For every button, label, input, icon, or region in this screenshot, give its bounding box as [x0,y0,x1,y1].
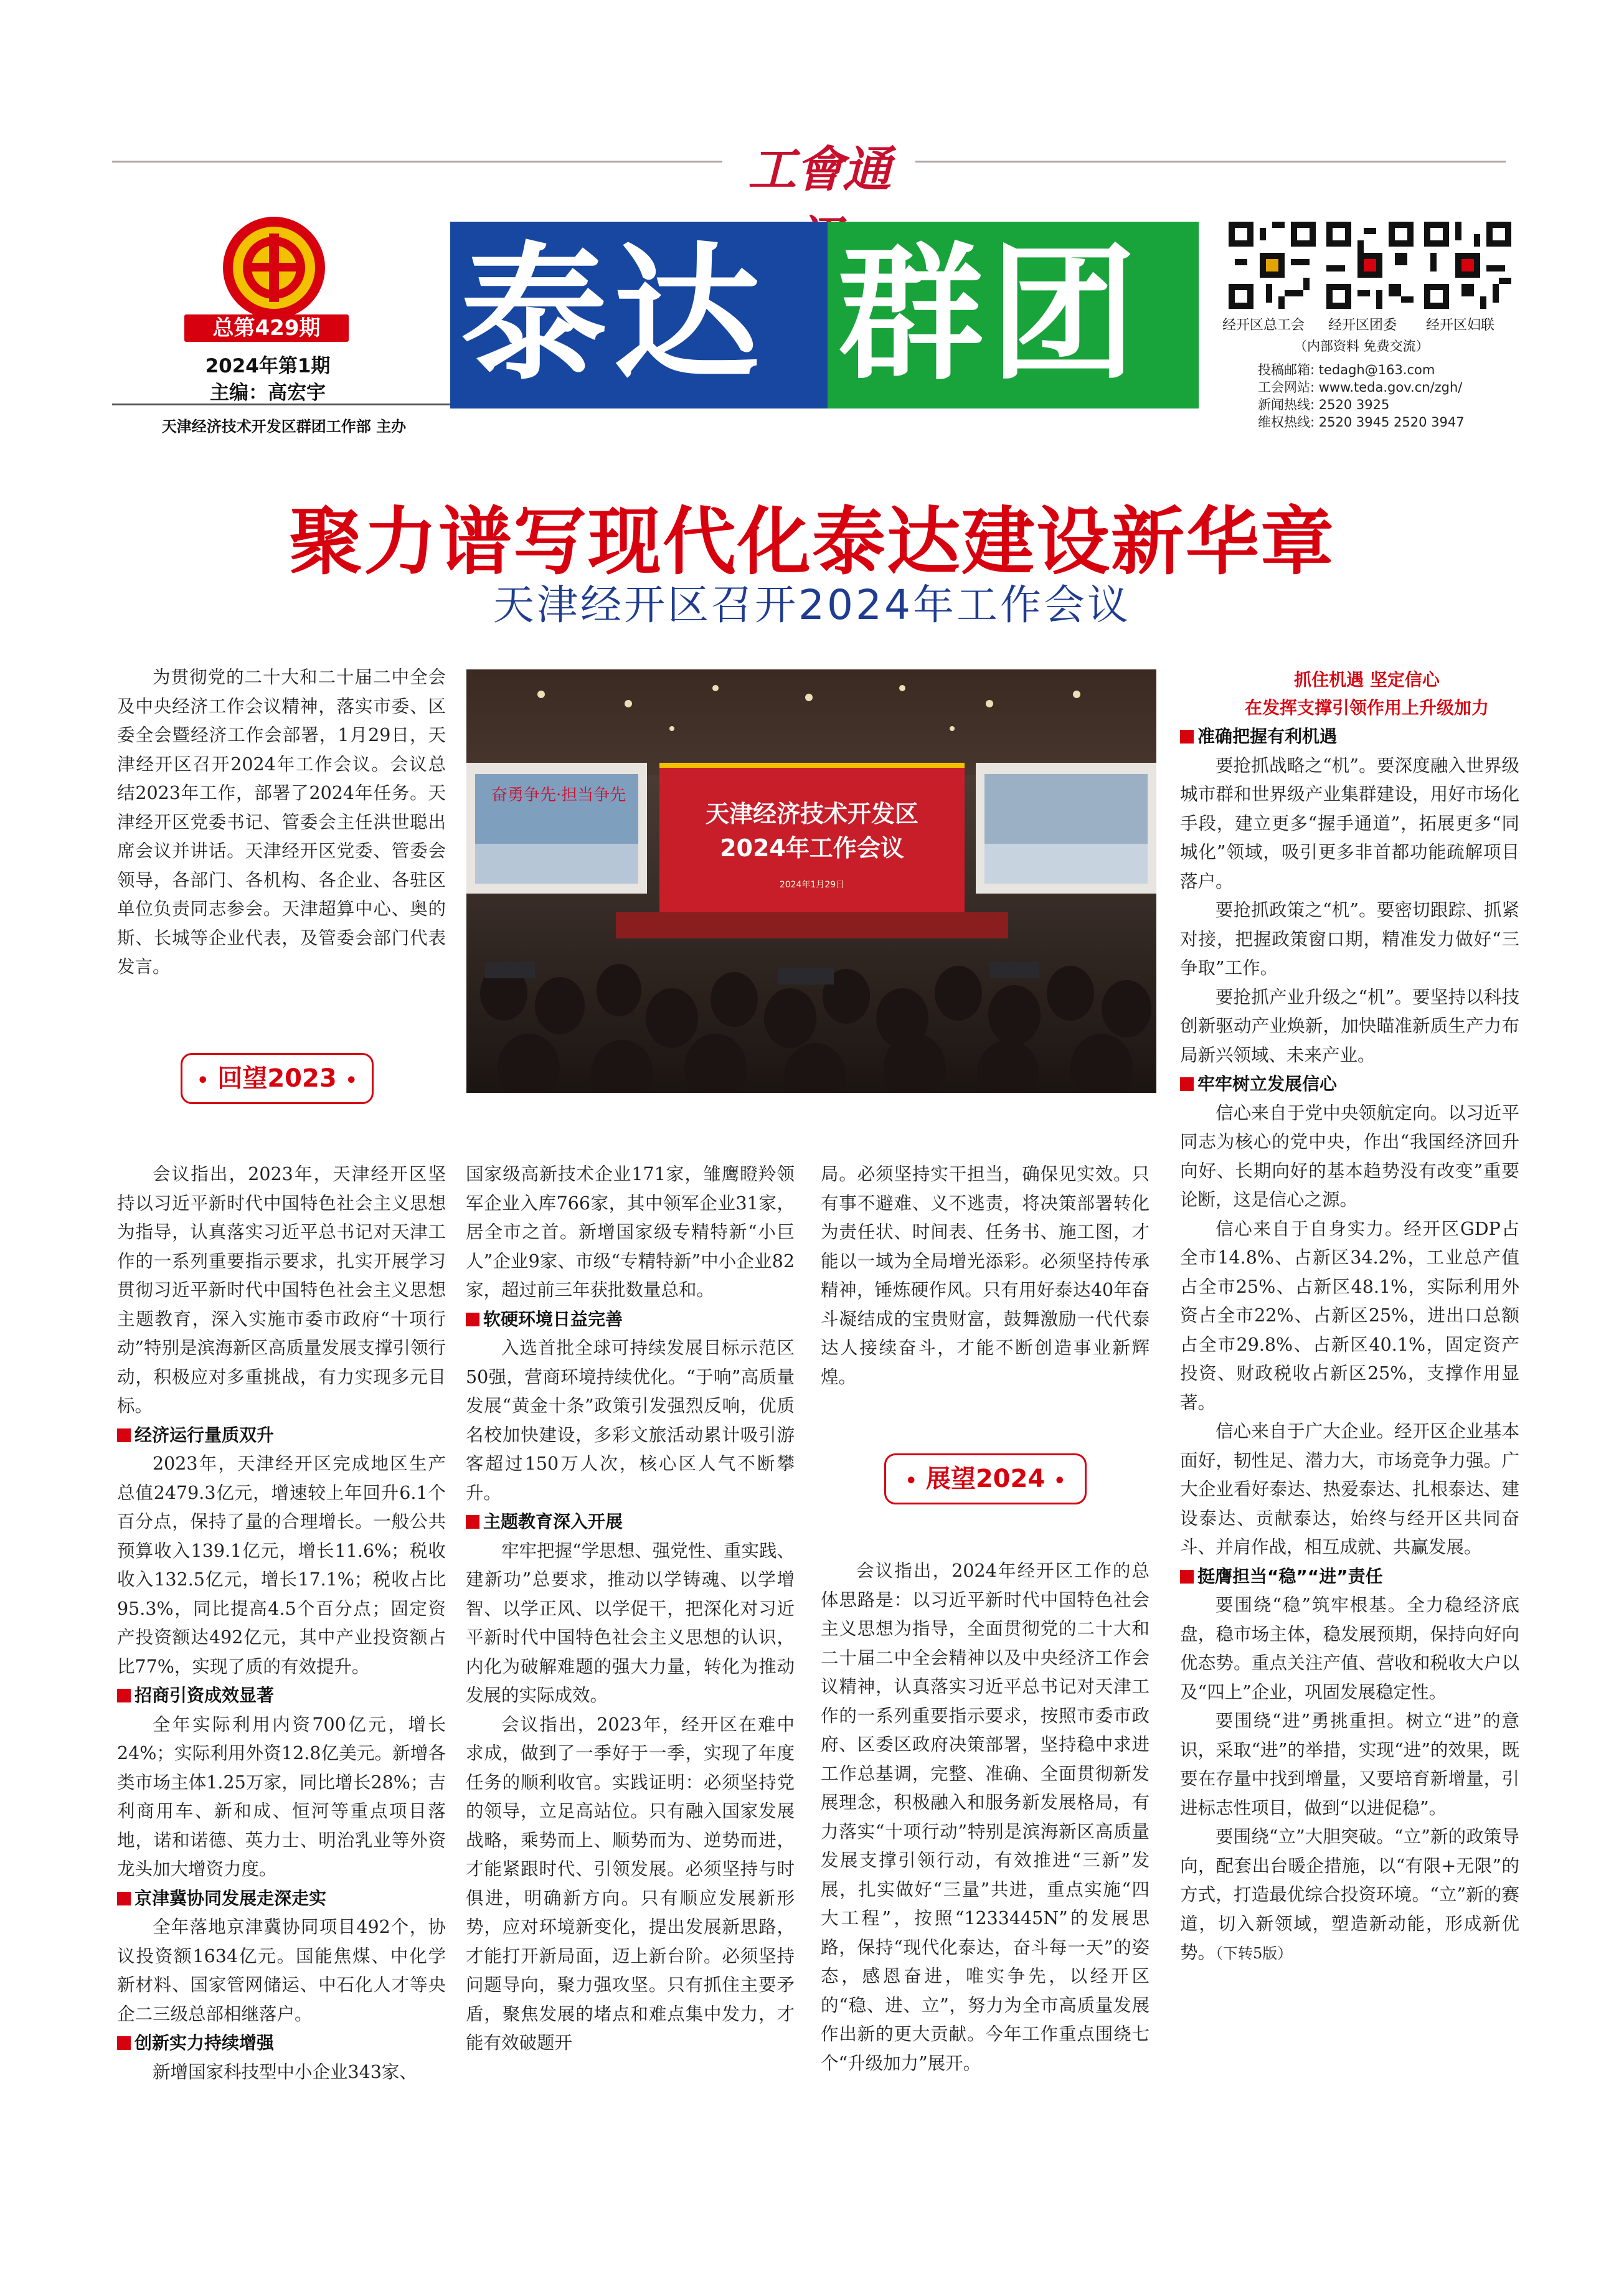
col4-paragraph: 要围绕“进”勇挑重担。树立“进”的意识，采取“进”的举措，实现“进”的效果，既要在存量中找到增量，又要培育新增量，引进标志性项目，做到“以进促稳”。 [1180,1711,1519,1818]
col1-section-heading [117,2029,446,2058]
continued-note: （下转5版） [1216,1945,1293,1962]
headline: 聚力谱写现代化泰达建设新华章 [288,499,1335,585]
col2-heading-text: 主题教育深入开展 [483,1511,623,1532]
union-logo-icon [221,215,327,321]
col4-paragraph-text: 要围绕“立”大胆突破。“立”新的政策导向，配套出台暖企措施，以“有限+无限”的方式，打造最优综合投资环境。“立”新的赛道，切入新领域，塑造新动能，形成新优势。 [1180,1826,1519,1963]
col3-paragraph: 局。必须坚持实干担当，确保见实效。只有事不避难、义不逃责，将决策部署转化为责任状、时间表、任务书、施工图，才能以一域为全局增光添彩。必须坚持传承精神，锤炼硬作风。只有用好泰达40年奋斗凝结成的宝贵财富，鼓舞激励一代代泰达人接续奋斗，才能不断创造事业新辉煌。 [821,1164,1150,1387]
col1-heading-text: 京津冀协同发展走深走实 [135,1887,327,1909]
editor: 主编：高宏宇 [210,382,326,404]
red-square-icon [117,1689,131,1702]
contact-rights-hotline: 维权热线: 2520 3945 2520 3947 [1258,415,1465,430]
col2-paragraph: 会议指出，2023年，经开区在难中求成，做到了一季好于一季，实现了年度任务的顺利收官。实践证明：必须坚持党的领导，立足高站位。只有融入国家发展战略，乘势而上、顺势而为、逆势而进，才能紧跟时代、引领发展。必须坚持与时俱进，明确新方向。只有顺应发展新形势，应对环境新变化，提出发展新思路，才能打开新局面，迈上新台阶。必须坚持问题导向，聚力强攻坚。只有抓住主要矛盾，聚焦发展的堵点和难点集中发力，才能有效破题开 [466,1714,795,2053]
masthead-part1: 泰达 [461,230,766,400]
col2-heading-text: 软硬环境日益完善 [483,1308,623,1329]
col1-paragraph: 2023年，天津经开区完成地区生产总值2479.3亿元，增速较上年回升6.1个百分点，保持了量的合理增长。一般公共预算收入139.1亿元，增长11.6%；税收收入132.5亿元，增长17.1%；税收占比95.3%，同比提高4.5个百分点；固定资产投资额达492亿元，其中产业投资额占比77%，实现了质的有效提升。 [117,1453,446,1677]
col4-title-2: 在发挥支撑引领作用上升级加力 [1244,697,1489,718]
col1-section-heading [117,1884,446,1914]
photo-side-slogan: 奋勇争先·担当争先 [491,786,626,805]
col4-paragraph: 要抢抓产业升级之“机”。要坚持以科技创新驱动产业焕新，加快瞄准新质生产力布局新兴领域、未来产业。 [1180,986,1519,1065]
intro-paragraph: 为贯彻党的二十大和二十届二中全会及中央经济工作会议精神，落实市委、区委全会暨经济工作会部署，1月29日，天津经开区召开2024年工作会议。会议总结2023年工作，部署了2024年任务。天津经开区党委书记、管委会主任洪世聪出席会议并讲话。天津经开区党委、管委会领导，各部门、各机构、各企业、各驻区单位负责同志参会。天津超算中心、奥的斯、长城等企业代表，及管委会部门代表发言。 [117,667,446,977]
red-square-icon [117,1428,131,1442]
photo-stage-title-1: 天津经济技术开发区 [705,800,919,828]
contact-email: 投稿邮箱: tedagh@163.com [1258,362,1435,377]
col4-paragraph: 要围绕“稳”筑牢根基。全力稳经济底盘，稳市场主体，稳发展预期，保持向好向优态势。重点关注产值、营收和税收大户以及“四上”企业，巩固发展稳定性。 [1180,1595,1519,1702]
issue-year: 2024年第1期 [205,355,331,377]
intro-block [117,663,446,982]
red-square-icon [117,2036,131,2050]
column-2 [466,1160,795,2058]
red-square-icon [1180,1077,1194,1091]
subheadline: 天津经开区召开2024年工作会议 [493,581,1131,629]
col4-section-heading [1180,722,1519,752]
banner-outlook-label: 展望2024 [925,1465,1046,1493]
col4-paragraph: 信心来自于广大企业。经开区企业基本面好，韧性足、潜力大，市场竞争力强。广大企业看好泰达、热爱泰达、扎根泰达、建设泰达、贡献泰达，始终与经开区共同奋斗、并肩作战，相互成就、共赢发展。 [1180,1421,1519,1557]
col1-paragraph: 新增国家科技型中小企业343家、 [153,2061,417,2082]
col4-paragraph [1180,1823,1519,1968]
column-3-top [821,1160,1150,1392]
issue-total-badge: 总第429期 [184,314,349,342]
banner-outlook-2024: • 展望2024 • [884,1453,1087,1504]
qr-code-icon [1424,222,1511,309]
col1-paragraph: 会议指出，2023年，天津经开区坚持以习近平新时代中国特色社会主义思想为指导，认真落实习近平总书记对天津工作的一系列重要指示要求，扎实开展学习贯彻习近平新时代中国特色社会主义思想主题教育，深入实施市委市政府“十项行动”特别是滨海新区高质量发展支撑引领行动，积极应对多重挑战，有力实现多元目标。 [117,1164,446,1416]
column-3-bottom [821,1557,1150,2078]
col4-section-heading [1180,1562,1519,1592]
col2-paragraph: 国家级高新技术企业171家，雏鹰瞪羚领军企业入库766家，其中领军企业31家，居全市之首。新增国家级专精特新“小巨人”企业9家、市级“专精特新”中小企业82家，超过前三年获批数量总和。 [466,1164,795,1300]
col4-paragraph: 信心来自于自身实力。经开区GDP占全市14.8%、占新区34.2%，工业总产值占全市25%、占新区48.1%，实际利用外资占全市22%、占新区25%，进出口总额占全市29.8%、占新区40.1%，固定资产投资、财政税收占新区25%，支撑作用显著。 [1180,1218,1519,1413]
red-square-icon [466,1515,479,1529]
col4-paragraph: 要抢抓战略之“机”。要深度融入世界级城市群和世界级产业集群建设，用好市场化手段，建立更多“握手通道”，拓展更多“同城化”领域，吸引更多非首都功能疏解项目落户。 [1180,755,1519,892]
col1-paragraph: 全年落地京津冀协同项目492个，协议投资额1634亿元。国能焦煤、中化学新材料、国家管网储运、中石化人才等央企二三级总部相继落户。 [117,1917,446,2024]
col3-paragraph: 会议指出，2024年经开区工作的总体思路是：以习近平新时代中国特色社会主义思想为指导，全面贯彻党的二十大和二十届二中全会精神以及中央经济工作会议精神，认真落实习近平总书记对天津工作的一系列重要指示要求，按照市委市政府、区委区政府决策部署，坚持稳中求进工作总基调，完整、准确、全面贯彻新发展理念，积极融入和服务新发展格局，有力落实“十项行动”特别是滨海新区高质量发展支撑引领行动，有效推进“三新”发展，扎实做好“三量”共进，重点实施“四大工程”，按照“1233445N”的发展思路，保持“现代化泰达，奋斗每一天”的姿态，感恩奋进，唯实争先，以经开区的“稳、进、立”，努力为全市高质量发展作出新的更大贡献。今年工作重点围绕七个“升级加力”展开。 [821,1560,1150,2074]
col4-paragraph: 要抢抓政策之“机”。要密切跟踪、抓紧对接，把握政策窗口期，精准发力做好“三争取”工作。 [1180,900,1519,978]
col1-section-heading [117,1681,446,1711]
publisher: 天津经济技术开发区群团工作部 主办 [112,404,456,436]
red-square-icon [117,1892,131,1905]
col4-title-1: 抓住机遇 坚定信心 [1294,669,1440,690]
header-rule-right [915,161,1506,163]
qr-code-icon [1229,222,1316,309]
col2-section-heading [466,1508,795,1537]
column-4 [1180,722,1519,1968]
qr-label: 经开区团委 [1328,318,1397,333]
col1-heading-text: 经济运行量质双升 [135,1424,275,1445]
col2-section-heading [466,1305,795,1334]
col4-heading-text: 准确把握有利机遇 [1197,726,1338,747]
col4-section-heading [1180,1070,1519,1099]
col4-heading-text: 牢牢树立发展信心 [1197,1074,1338,1094]
qr-label: 经开区妇联 [1426,318,1495,333]
photo-stage-title-2: 2024年工作会议 [720,834,904,862]
col2-paragraph: 牢牢把握“学思想、强党性、重实践、建新功”总要求，推动以学铸魂、以学增智、以学正风、以学促干，把深化对习近平新时代中国特色社会主义思想的认识，内化为破解难题的强大力量，转化为推动发展的实际成效。 [466,1540,795,1706]
red-square-icon [1180,1570,1194,1584]
contact-news-hotline: 新闻热线: 2520 3925 [1258,397,1390,412]
col1-section-heading [117,1421,446,1450]
col4-paragraph: 信心来自于党中央领航定向。以习近平同志为核心的党中央，作出“我国经济回升向好、长期向好的基本趋势没有改变”重要论断，这是信心之源。 [1180,1102,1519,1210]
photo-stage-date: 2024年1月29日 [779,880,845,890]
col1-heading-text: 创新实力持续增强 [135,2033,275,2053]
col1-heading-text: 招商引资成效显著 [135,1685,275,1706]
qr-code-icon [1326,222,1414,309]
header-rule-left [112,161,722,163]
banner-review-label: 回望2023 [217,1064,337,1093]
masthead-part2: 群团 [838,230,1143,400]
col4-heading-text: 挺膺担当“稳”“进”责任 [1197,1565,1383,1587]
red-square-icon [1180,730,1194,744]
red-square-icon [466,1313,479,1326]
banner-review-2023: • 回望2023 • [181,1053,374,1104]
qr-label: 经开区总工会 [1222,318,1305,333]
column-1 [117,1160,446,2087]
col1-paragraph: 全年实际利用内资700亿元，增长24%；实际利用外资12.8亿美元。新增各类市场主体1.25万家，同比增长28%；吉利商用车、新和成、恒河等重点项目落地，诺和诺德、英力士、明治乳业等外资龙头加大增资力度。 [117,1714,446,1879]
header-slogan: 工會通 [747,141,890,198]
internal-note: （内部资料 免费交流） [1294,339,1429,354]
col2-paragraph: 入选首批全球可持续发展目标示范区50强，营商环境持续优化。“于响”高质量发展“黄金十条”政策引发强烈反响，优质名校加快建设，多彩文旅活动累计吸引游客超过150万人次，核心区人气不断攀升。 [466,1338,795,1503]
conference-photo [466,669,1156,1093]
contact-website: 工会网站: www.teda.gov.cn/zgh/ [1258,380,1463,395]
